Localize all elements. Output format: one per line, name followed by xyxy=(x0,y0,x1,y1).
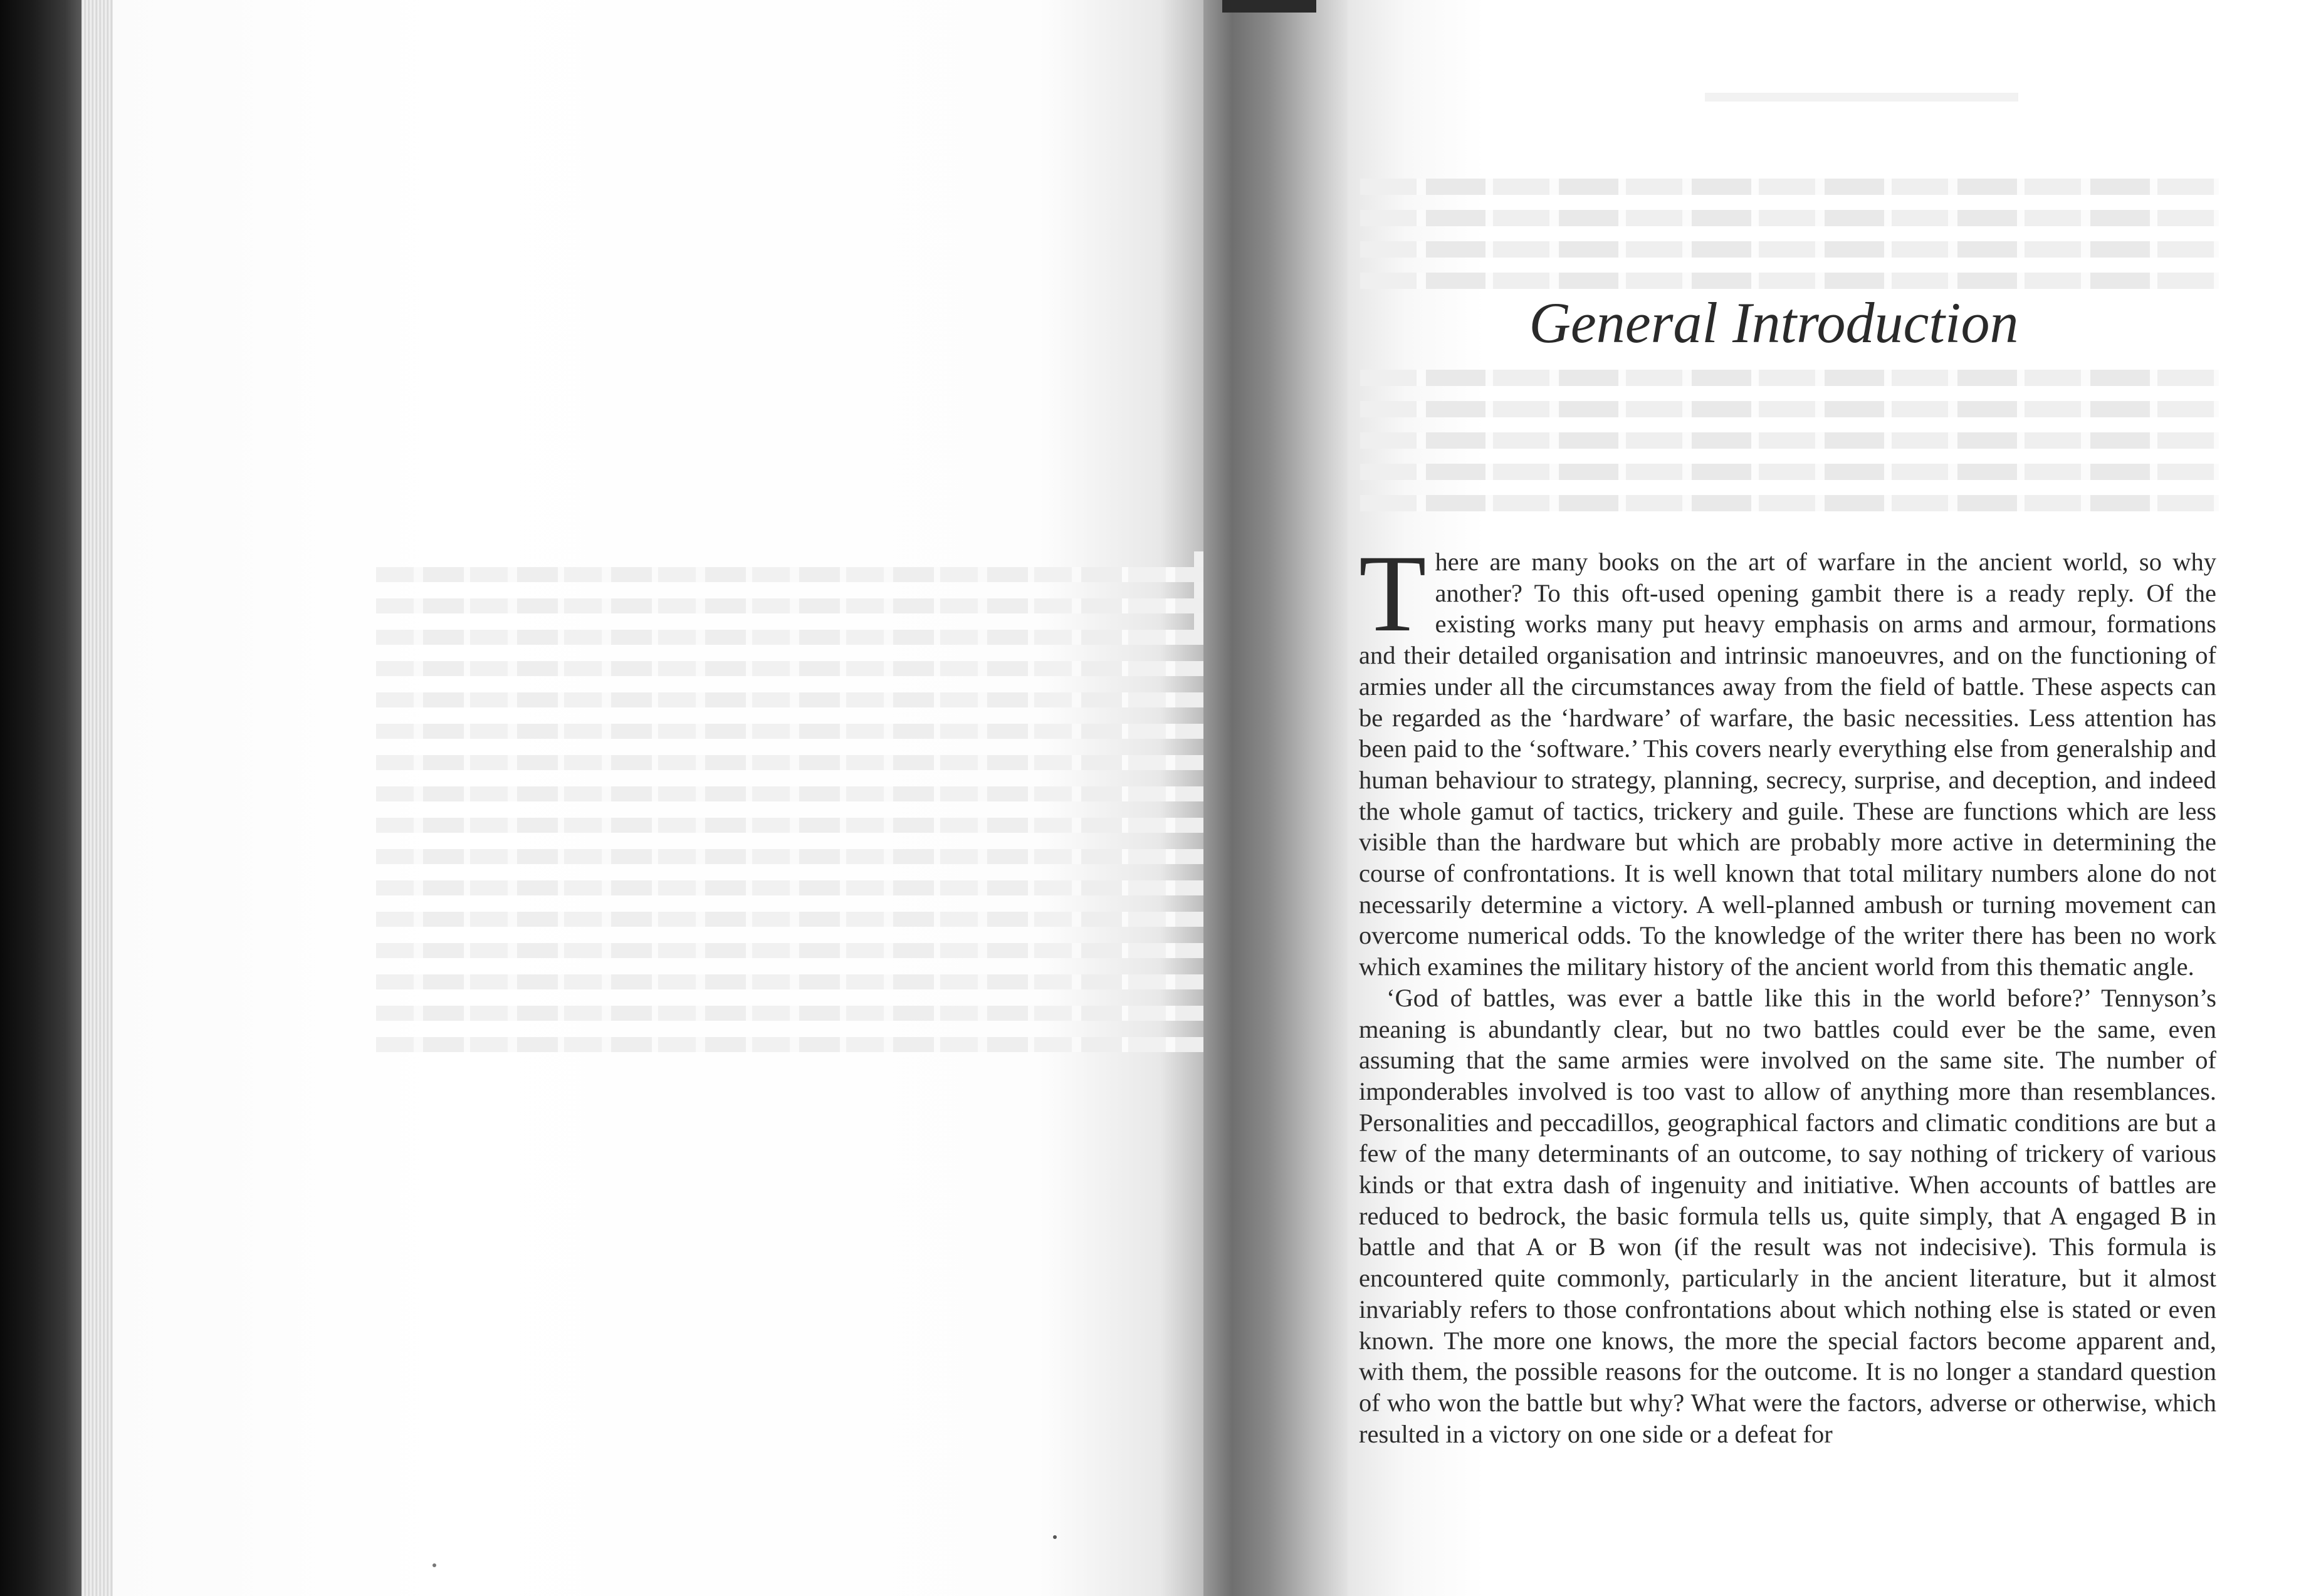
paragraph-2: ‘God of battles, was ever a battle like this in the world before?’ Tennyson’s meaning is abundantly clear, but no two battles could ever be the same, even assuming that the same armies were involved on the same site. The number of imponderables involved is too vast to allow of anything more than resemblances. Personalities and peccadillos, geographical factors and climatic conditions are but a few of the many determinants of an outcome, to say nothing of trickery of various kinds or that extra dash of ingenuity and initiative. When accounts of battles are reduced to bedrock, the basic formula tells us, quite simply, that A engaged B in battle and that A or B won (if the result was not indecisive). This formula is encountered quite commonly, particularly in the ancient literature, but it almost invariably refers to those confrontations about which nothing else is stated or even known. The more one knows, the more the special factors become apparent and, with them, the possible reasons for the outcome. It is no longer a standard question of who won the battle but why? What were the factors, adverse or otherwise, which resulted in a victory on one side or a defeat for xyxy=(1359,983,2216,1448)
show-through-line xyxy=(376,567,1241,582)
show-through-line xyxy=(376,692,1241,707)
book-gutter xyxy=(1203,0,1348,1596)
show-through-line xyxy=(1360,179,2219,195)
show-through-line xyxy=(376,724,1241,739)
show-through-line xyxy=(1360,401,2219,417)
show-through-line xyxy=(1360,273,2219,289)
drop-cap: T xyxy=(1359,533,1427,655)
print-speck xyxy=(1053,1535,1057,1539)
show-through-line xyxy=(376,1037,1241,1052)
show-through-line xyxy=(1360,495,2219,511)
show-through-line xyxy=(1360,370,2219,386)
show-through-line xyxy=(1360,210,2219,226)
show-through-line xyxy=(376,755,1241,770)
show-through-line xyxy=(376,1006,1241,1021)
print-speck xyxy=(432,1563,436,1567)
show-through-line xyxy=(376,849,1241,864)
paragraph-1-text: here are many books on the art of warfare in the ancient world, so why another? To this oft-used opening gambit there is a ready reply. Of the existing works many put heavy emphasis on arms and armour, formations and their detailed organisation and intrinsic manoeuvres, and on the functioning of armies under all the circumstances away from the field of battle. These aspects can be regarded as the ‘hardware’ of warfare, the basic necessities. Less attention has been paid to the ‘software.’ This covers nearly everything else from generalship and human behaviour to strategy, planning, secrecy, surprise, and deception, and indeed the whole gamut of tactics, trickery and guile. These are functions which are less visible than the hardware but which are probably more active in determining the course of confrontations. It is well known that total military numbers alone do not necessarily determine a victory. A well-planned ambush or turning movement can overcome numerical odds. To the knowledge of the writer there has been no work which examines the military history of the ancient world from this thematic angle. xyxy=(1359,548,2216,981)
show-through-line xyxy=(1360,241,2219,258)
show-through-running-head xyxy=(1705,93,2018,102)
show-through-line xyxy=(376,818,1241,833)
page-edges xyxy=(81,0,113,1596)
show-through-line xyxy=(376,943,1241,958)
body-text xyxy=(1359,533,2216,1449)
chapter-title: General Introduction xyxy=(1529,291,2019,355)
show-through-line xyxy=(1360,432,2219,449)
book-cover-edge xyxy=(0,0,81,1596)
paragraph-1 xyxy=(1359,533,2216,983)
show-through-line xyxy=(376,630,1241,645)
left-page xyxy=(113,0,1203,1596)
show-through-line xyxy=(1360,464,2219,480)
show-through-line xyxy=(376,786,1241,801)
show-through-line xyxy=(376,912,1241,927)
show-through-line xyxy=(376,880,1241,895)
show-through-line xyxy=(376,974,1241,989)
show-through-line xyxy=(376,661,1241,676)
show-through-line xyxy=(376,598,1241,613)
spine-top xyxy=(1222,0,1316,13)
